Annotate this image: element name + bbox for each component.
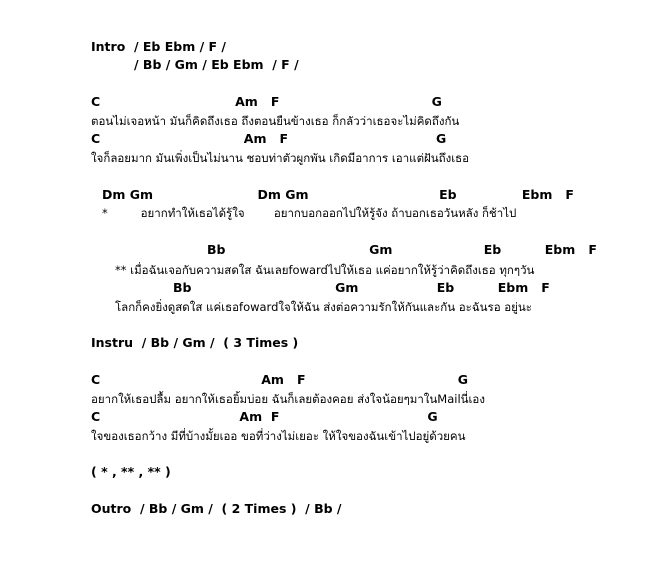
verse1-chord-line-1: C Am F G [91,94,442,109]
verse1-chord-line-2: C Am F G [91,131,447,146]
prechorus-lyric-line: * อยากทำให้เธอได้รู้ใจ อยากบอกออกไปให้รู้จัง ถ้าบอกเธอวันหลัง ก็ช้าไป [102,206,517,220]
verse2-lyric-line-1: อยากให้เธอปลื้ม อยากให้เธอยิ้มบ่อย ฉันก็เลยต้องคอย ส่งใจน้อยๆมาในMailนี่เอง [91,392,485,406]
chorus-lyric-line-2: โลกก็คงยิ่งดูสดใส แค่เธอfowardใจให้ฉัน ส่งต่อความรักให้กันและกัน อะฉันรอ อยู่นะ [115,300,532,314]
intro-line-1: Intro / Eb Ebm / F / [91,39,226,54]
repeat-line: ( * , ** , ** ) [91,464,171,479]
verse1-lyric-line-1: ตอนไม่เจอหน้า มันก็คิดถึงเธอ ถึงตอนยืนข้างเธอ ก็กลัวว่าเธอจะไม่คิดถึงกัน [91,114,460,128]
prechorus-chord-line: Dm Gm Dm Gm Eb Ebm F [102,187,574,202]
verse2-chord-line-2: C Am F G [91,409,438,424]
chorus-lyric-line-1: ** เมื่อฉันเจอกับความสดใส ฉันเลยfowardไปให้เธอ แค่อยากให้รู้ว่าคิดถึงเธอ ทุกๆวัน [115,263,535,277]
chorus-chord-line-2: Bb Gm Eb Ebm F [173,280,550,295]
verse1-lyric-line-2: ใจก็ลอยมาก มันเพิ่งเป็นไม่นาน ชอบท่าตัวผูกพัน เกิดมีอาการ เอาแต่ฝันถึงเธอ [91,151,470,165]
intro-line-2: / Bb / Gm / Eb Ebm / F / [134,57,299,72]
outro-line: Outro / Bb / Gm / ( 2 Times ) / Bb / [91,501,342,516]
chorus-chord-line-1: Bb Gm Eb Ebm F [207,242,597,257]
verse2-lyric-line-2: ใจของเธอกว้าง มีที่บ้างมั้ยเออ ขอที่ว่างไม่เยอะ ให้ใจของฉันเข้าไปอยู่ด้วยคน [91,429,466,443]
instru-line: Instru / Bb / Gm / ( 3 Times ) [91,335,299,350]
verse2-chord-line-1: C Am F G [91,372,469,387]
